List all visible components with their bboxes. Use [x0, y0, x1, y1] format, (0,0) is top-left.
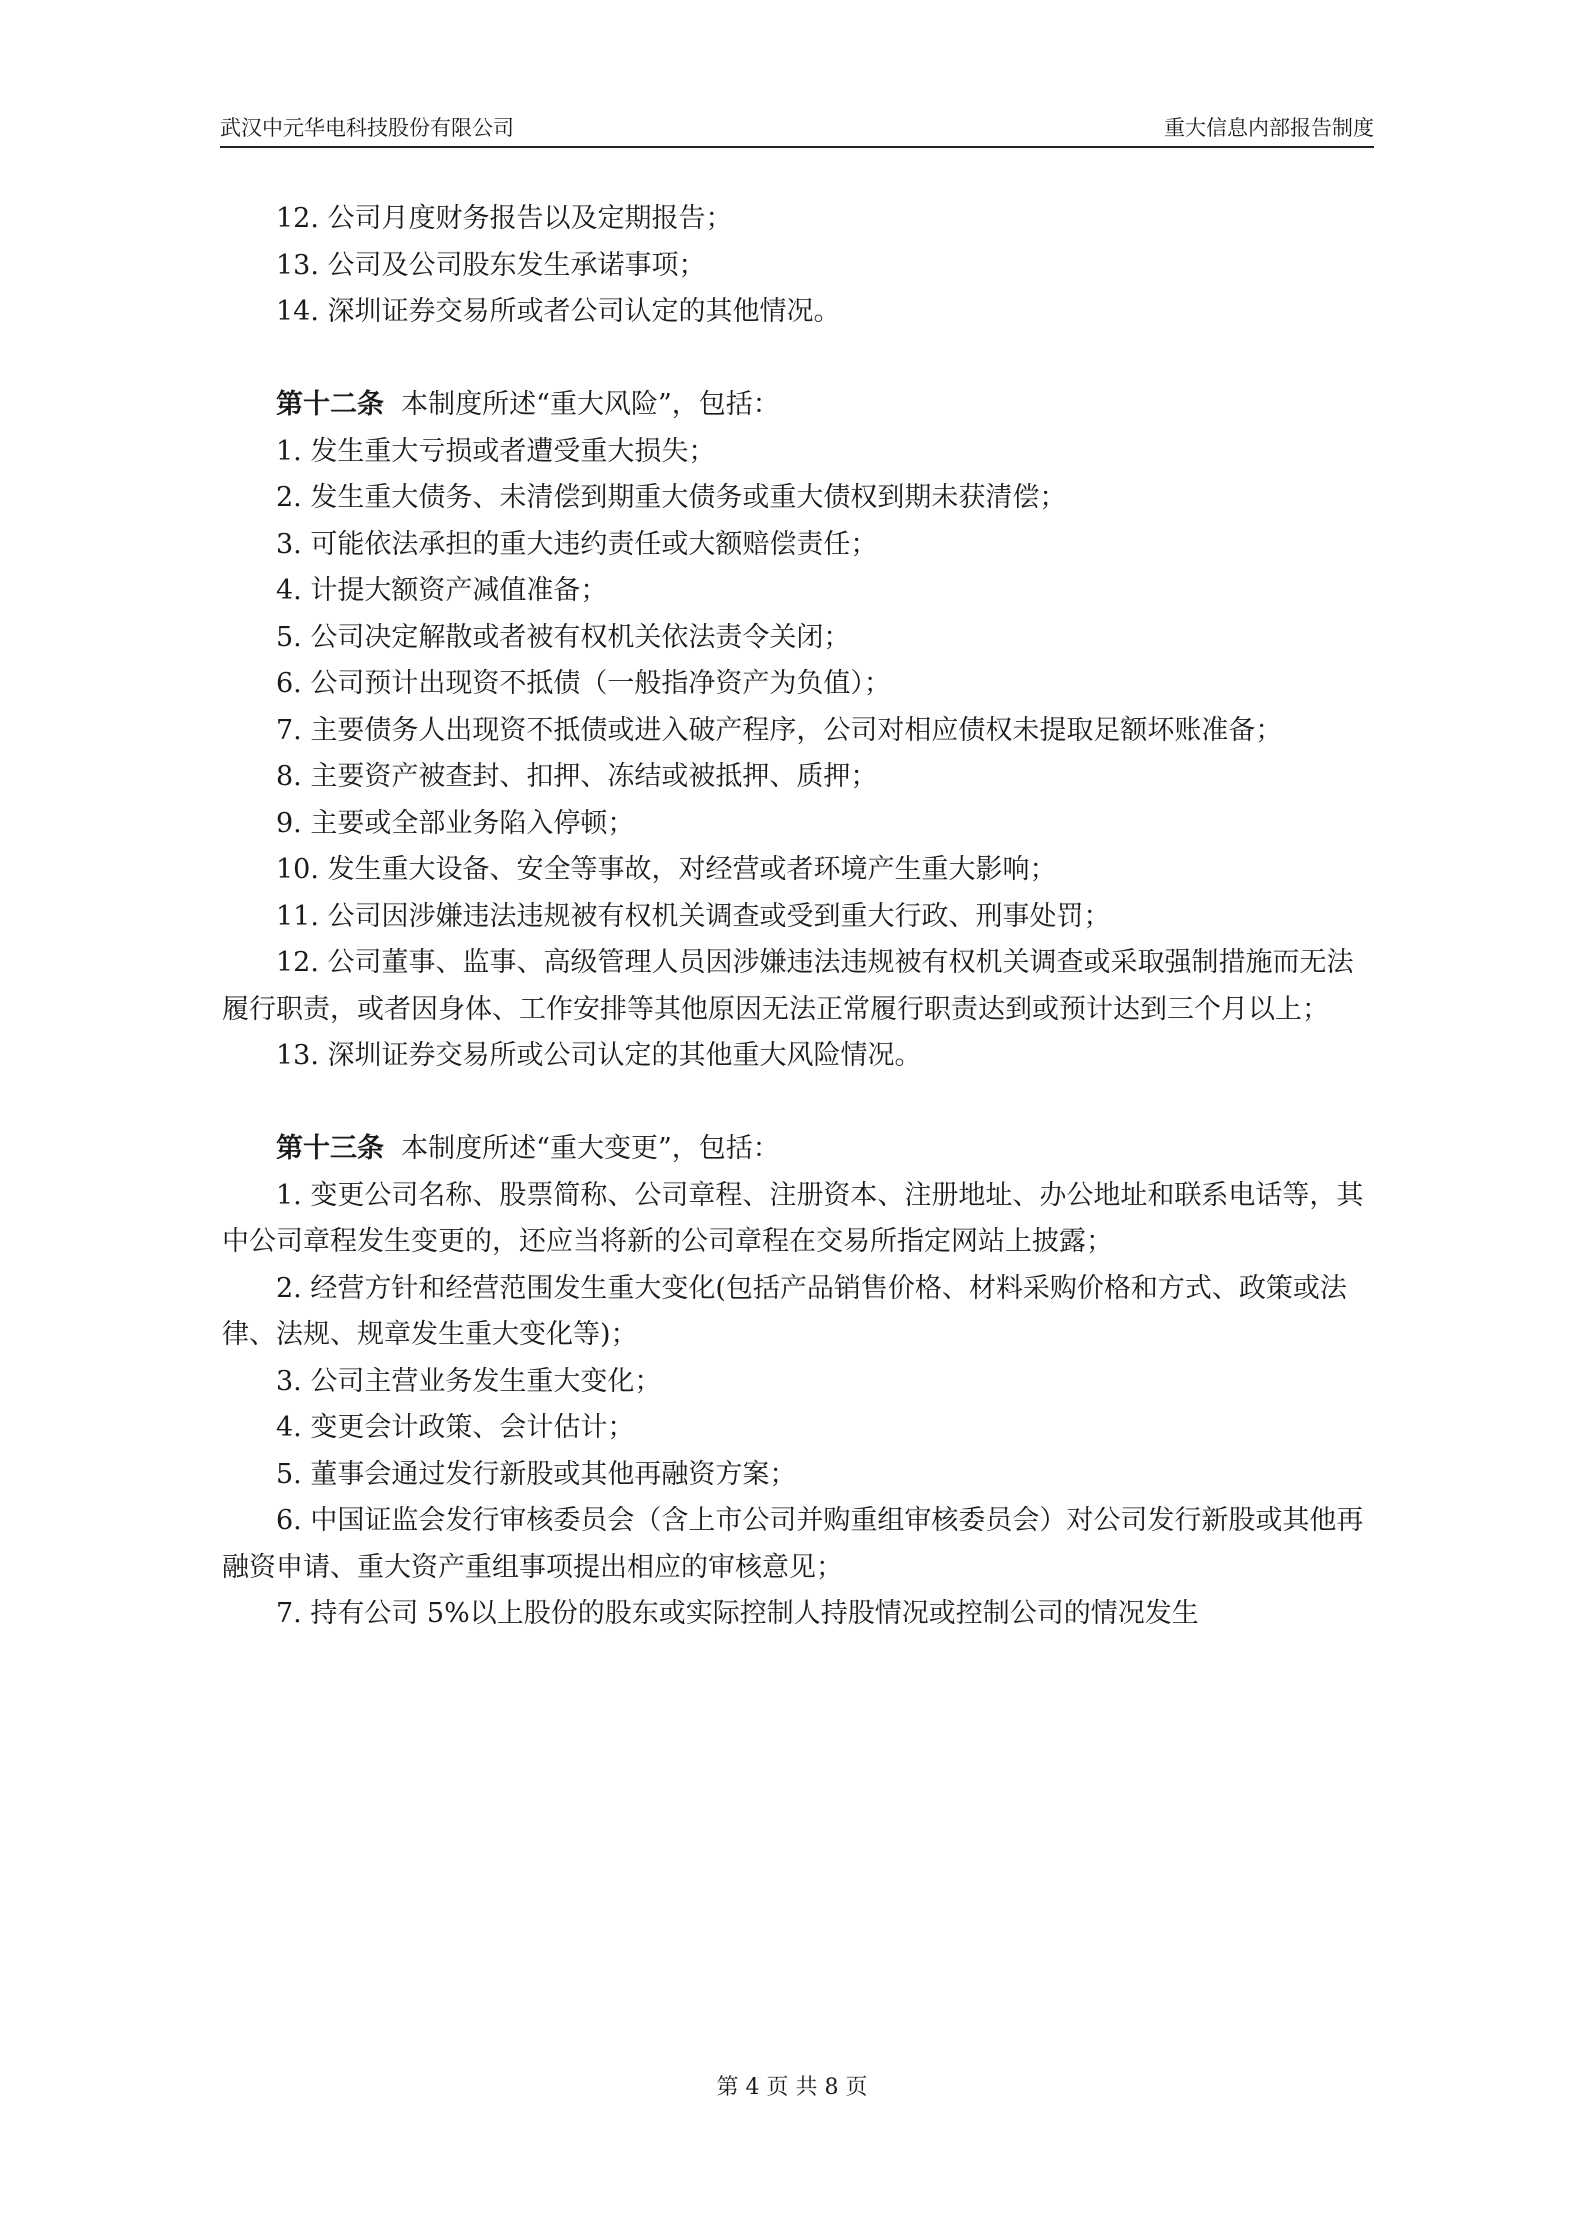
header-doc-title: 重大信息内部报告制度	[1164, 116, 1374, 140]
list-item: 1. 发生重大亏损或者遭受重大损失；	[276, 435, 716, 467]
list-item: 14. 深圳证券交易所或者公司认定的其他情况。	[276, 296, 841, 327]
list-item: 5. 公司决定解散或者被有权机关依法责令关闭；	[276, 621, 851, 653]
page-header	[220, 110, 1374, 148]
list-item: 12. 公司月度财务报告以及定期报告；	[276, 203, 733, 234]
list-item: 8. 主要资产被查封、扣押、冻结或被抵押、质押；	[276, 761, 878, 792]
list-item: 9. 主要或全部业务陷入停顿；	[276, 807, 635, 839]
list-item: 11. 公司因涉嫌违法违规被有权机关调查或受到重大行政、刑事处罚；	[276, 900, 1111, 932]
document-body	[222, 196, 1372, 1638]
list-item: 13. 深圳证券交易所或公司认定的其他重大风险情况。	[276, 1040, 922, 1071]
page-number: 第 4 页 共 8 页	[716, 2075, 868, 2100]
article-12-heading	[222, 382, 1372, 429]
list-item: 6. 中国证监会发行审核委员会（含上市公司并购重组审核委员会）对公司发行新股或其他再融资申请、重大资产重组事项提出相应的审核意见；	[222, 1505, 1364, 1583]
list-item: 6. 公司预计出现资不抵债（一般指净资产为负值）；	[276, 668, 891, 699]
header-company: 武汉中元华电科技股份有限公司	[220, 116, 514, 140]
list-item: 7. 持有公司 5%以上股份的股东或实际控制人持股情况或控制公司的情况发生	[276, 1598, 1199, 1629]
page-footer	[0, 2070, 1584, 2101]
list-item: 2. 经营方针和经营范围发生重大变化(包括产品销售价格、材料采购价格和方式、政策或法律、法规、规章发生重大变化等)；	[222, 1272, 1347, 1350]
list-item: 3. 公司主营业务发生重大变化；	[276, 1365, 662, 1397]
list-item: 1. 变更公司名称、股票简称、公司章程、注册资本、注册地址、办公地址和联系电话等，其中公司章程发生变更的，还应当将新的公司章程在交易所指定网站上披露；	[222, 1179, 1364, 1257]
spacer	[222, 336, 1372, 383]
list-item: 4. 计提大额资产减值准备；	[276, 575, 608, 606]
list-item: 10. 发生重大设备、安全等事故，对经营或者环境产生重大影响；	[276, 854, 1057, 885]
spacer	[222, 1080, 1372, 1127]
article-13-heading	[222, 1126, 1372, 1173]
list-item: 3. 可能依法承担的重大违约责任或大额赔偿责任；	[276, 528, 878, 560]
article-label: 第十三条	[276, 1133, 384, 1164]
list-item: 13. 公司及公司股东发生承诺事项；	[276, 249, 706, 281]
list-item: 2. 发生重大债务、未清偿到期重大债务或重大债权到期未获清偿；	[276, 482, 1067, 513]
list-item: 12. 公司董事、监事、高级管理人员因涉嫌违法违规被有权机关调查或采取强制措施而无法履行职责，或者因身体、工作安排等其他原因无法正常履行职责达到或预计达到三个月以上；	[222, 947, 1354, 1025]
article-label: 第十二条	[276, 389, 384, 420]
list-item: 4. 变更会计政策、会计估计；	[276, 1412, 635, 1443]
list-item: 7. 主要债务人出现资不抵债或进入破产程序，公司对相应债权未提取足额坏账准备；	[276, 714, 1283, 746]
article-intro: 本制度所述“重大风险”，包括：	[401, 389, 780, 420]
article-intro: 本制度所述“重大变更”，包括：	[401, 1133, 780, 1164]
list-item: 5. 董事会通过发行新股或其他再融资方案；	[276, 1458, 797, 1490]
